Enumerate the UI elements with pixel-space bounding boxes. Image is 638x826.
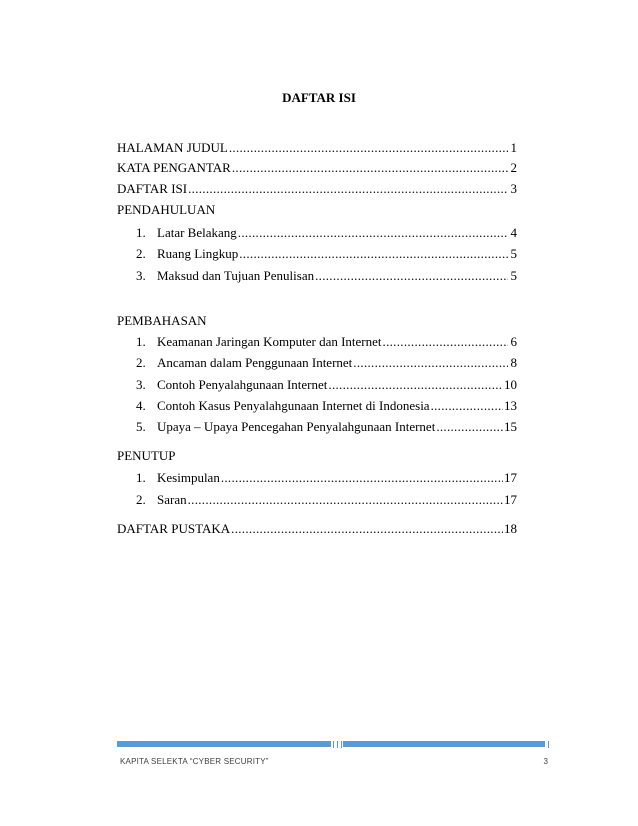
toc-entry-page: 18 xyxy=(504,521,517,536)
toc-entry-number: 3. xyxy=(136,268,146,283)
toc-entry-contoh-kasus xyxy=(136,397,517,415)
toc-entry-daftar-isi xyxy=(117,180,517,198)
section-heading-pendahuluan: PENDAHULUAN xyxy=(117,202,216,217)
toc-entry-latar-belakang xyxy=(136,224,517,242)
footer-rule-segment-left xyxy=(117,741,331,747)
dot-leader xyxy=(383,333,508,351)
footer-rule-tick xyxy=(548,741,549,748)
toc-entry-number: 1. xyxy=(136,225,146,240)
toc-entry-page: 6 xyxy=(510,334,517,349)
toc-entry-page: 15 xyxy=(504,419,517,434)
toc-entry-label: Ruang Lingkup xyxy=(157,246,239,261)
toc-entry-label: Saran xyxy=(157,492,187,507)
footer-page-number: 3 xyxy=(543,757,548,766)
toc-entry-page: 2 xyxy=(510,160,517,175)
toc-entry-page: 5 xyxy=(510,246,517,261)
dot-leader xyxy=(188,180,508,198)
dot-leader xyxy=(436,418,503,436)
toc-entry-label: Contoh Penyalahgunaan Internet xyxy=(157,377,328,392)
toc-entry-keamanan-jaringan xyxy=(136,333,517,351)
dot-leader xyxy=(239,245,508,263)
toc-entry-page: 8 xyxy=(510,355,517,370)
toc-entry-label: Kesimpulan xyxy=(157,470,220,485)
dot-leader xyxy=(328,376,503,394)
footer-rule-tick xyxy=(337,741,338,748)
toc-entry-label: KATA PENGANTAR xyxy=(117,160,231,175)
toc-entry-page: 17 xyxy=(504,492,517,507)
toc-entry-page: 1 xyxy=(510,140,517,155)
toc-entry-number: 1. xyxy=(136,334,146,349)
toc-entry-label: DAFTAR ISI xyxy=(117,181,188,196)
toc-entry-number: 2. xyxy=(136,492,146,507)
toc-entry-number: 2. xyxy=(136,355,146,370)
dot-leader xyxy=(315,267,508,285)
toc-entry-number: 4. xyxy=(136,398,146,413)
page-title: DAFTAR ISI xyxy=(282,90,356,105)
dot-leader xyxy=(238,224,508,242)
toc-entry-label: Maksud dan Tujuan Penulisan xyxy=(157,268,315,283)
toc-entry-page: 5 xyxy=(510,268,517,283)
toc-entry-page: 10 xyxy=(504,377,517,392)
footer-title: KAPITA SELEKTA “CYBER SECURITY” xyxy=(120,757,269,766)
toc-entry-label: Contoh Kasus Penyalahgunaan Internet di Indonesia xyxy=(157,398,430,413)
toc-entry-page: 13 xyxy=(504,398,517,413)
toc-entry-label: DAFTAR PUSTAKA xyxy=(117,521,231,536)
section-heading-penutup: PENUTUP xyxy=(117,448,176,463)
footer-rule-tick xyxy=(333,741,334,748)
toc-entry-number: 5. xyxy=(136,419,146,434)
toc-entry-page: 3 xyxy=(510,181,517,196)
toc-entry-label: Latar Belakang xyxy=(157,225,237,240)
dot-leader xyxy=(231,520,503,538)
toc-entry-kesimpulan xyxy=(136,469,517,487)
dot-leader xyxy=(188,491,503,509)
toc-entry-number: 3. xyxy=(136,377,146,392)
dot-leader xyxy=(431,397,503,415)
toc-entry-number: 1. xyxy=(136,470,146,485)
toc-entry-upaya-pencegahan xyxy=(136,418,517,436)
section-heading-pembahasan: PEMBAHASAN xyxy=(117,313,207,328)
dot-leader xyxy=(353,354,508,372)
footer-rule-tick xyxy=(341,741,342,748)
toc-entry-saran xyxy=(136,491,517,509)
toc-entry-ancaman xyxy=(136,354,517,372)
toc-entry-halaman-judul xyxy=(117,139,517,157)
footer-rule xyxy=(117,741,549,747)
toc-entry-kata-pengantar xyxy=(117,159,517,177)
toc-entry-daftar-pustaka xyxy=(117,520,517,538)
dot-leader xyxy=(221,469,503,487)
toc-entry-page: 4 xyxy=(510,225,517,240)
footer-rule-segment-right xyxy=(343,741,545,747)
toc-entry-label: Keamanan Jaringan Komputer dan Internet xyxy=(157,334,382,349)
toc-entry-label: Upaya – Upaya Pencegahan Penyalahgunaan Internet xyxy=(157,419,436,434)
dot-leader xyxy=(229,139,508,157)
toc-entry-contoh-penyalahgunaan xyxy=(136,376,517,394)
toc-entry-label: Ancaman dalam Penggunaan Internet xyxy=(157,355,353,370)
toc-entry-number: 2. xyxy=(136,246,146,261)
toc-entry-page: 17 xyxy=(504,470,517,485)
toc-entry-label: HALAMAN JUDUL xyxy=(117,140,228,155)
toc-entry-maksud-tujuan xyxy=(136,267,517,285)
dot-leader xyxy=(232,159,508,177)
toc-entry-ruang-lingkup xyxy=(136,245,517,263)
